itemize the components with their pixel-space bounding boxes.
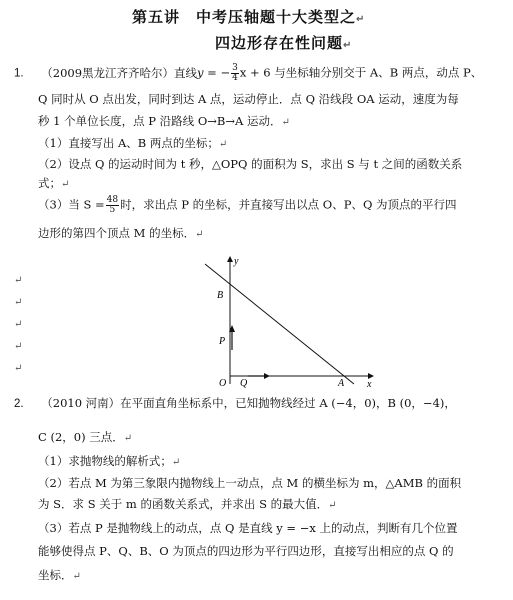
label-x: x [367,379,372,390]
q1-part-3-fraction [106,196,119,215]
q2-part-3b: 能够使得点 P、Q、B、O 为顶点的四边形为平行四边形，直接写出相应的点 Q 的 [38,544,454,558]
label-p: P [219,336,226,347]
q2-line-1-text: （2010 河南）在平面直角坐标系中，已知抛物线经过 A (−4，0)，B (0，−4)， [41,396,456,410]
q2-part-3c-text: 坐标． [38,568,73,582]
paragraph-mark: ↵ [14,341,23,352]
paragraph-mark: ↵ [72,571,81,582]
q1-equation-rest: x + 6 与坐标轴分别交于 A、B 两点，动点 P、 [239,65,483,80]
q2-part-2b [38,497,337,513]
q1-part-3 [38,196,457,215]
paragraph-mark: ↵ [14,363,23,374]
q2-part-3c [38,568,81,584]
q1-line-3 [38,114,290,130]
q2-number: 2. [14,398,24,410]
paragraph-mark: ↵ [343,40,353,51]
q1-line-3-text: 秒 1 个单位长度，点 P 沿路线 O→B→A 运动． [38,114,282,128]
label-y: y [234,256,239,267]
q2-part-1 [38,454,180,470]
q1-part-2a: （2）设点 Q 的运动时间为 t 秒，△OPQ 的面积为 S，求出 S 与 t 之间的函数关系 [38,157,463,171]
q2-part-2a: （2）若点 M 为第三象限内抛物线上一动点，点 M 的横坐标为 m，△AMB 的面积 [38,476,462,490]
paragraph-mark: ↵ [14,275,23,286]
paragraph-mark: ↵ [61,179,70,190]
q2-line-2-text: C (2，0) 三点． [38,430,124,444]
q1-part-3-denominator: 5 [109,205,116,215]
label-a: A [338,378,345,389]
label-o: O [219,378,227,389]
paragraph-mark: ↵ [195,229,204,240]
q1-part-3-pre: （3）当 S = [38,197,105,212]
paragraph-mark: ↵ [14,319,23,330]
title-line-2 [215,32,352,53]
q1-number: 1. [14,67,24,80]
q1-part-3-post: 时，求出点 P 的坐标，并直接写出以点 O、P、Q 为顶点的平行四 [120,197,457,212]
paragraph-mark: ↵ [218,139,228,150]
q1-fraction [231,64,239,83]
title-text-2: 四边形存在性问题 [215,34,344,52]
title-line-1 [132,6,365,27]
coordinate-figure [180,250,380,390]
q1-fraction-denominator: 4 [232,73,238,83]
paragraph-mark: ↵ [171,457,181,468]
q1-part-1-text: （1）直接写出 A、B 两点的坐标； [38,136,219,150]
paragraph-mark: ↵ [356,14,366,25]
q2-part-2b-text: 为 S．求 S 关于 m 的函数关系式，并求出 S 的最大值． [38,497,329,511]
label-b: B [217,290,224,301]
y-axis-arrow [227,256,233,262]
title-text-1: 第五讲 中考压轴题十大类型之 [132,8,357,26]
paragraph-mark: ↵ [123,433,133,444]
q1-line-1 [14,64,482,83]
q1-equation-y: y = − [197,65,231,80]
q1-part-1 [38,136,227,152]
q2-line-2 [38,430,132,446]
q1-part-3b [38,226,203,242]
paragraph-mark: ↵ [328,500,337,511]
q1-part-2b-text: 式； [38,176,61,190]
q-arrow-head [264,373,270,379]
q2-part-3a: （3）若点 P 是抛物线上的动点，点 Q 是直线 y = −x 上的动点，判断有几个位置 [38,521,458,535]
q2-part-1-text: （1）求抛物线的解析式； [38,454,172,468]
left-paragraph-marks [14,270,22,380]
paragraph-mark: ↵ [281,117,290,128]
q1-line-2: Q 同时从 O 点出发，同时到达 A 点，运动停止．点 Q 沿线段 OA 运动，速度为每 [38,92,459,106]
q1-fraction-numerator: 3 [232,63,238,73]
q1-source: （2009黑龙江齐齐哈尔）直线 [41,65,198,80]
q1-part-3b-text: 边形的第四个顶点 M 的坐标． [38,226,196,240]
label-q: Q [240,378,248,389]
q2-line-1 [14,396,456,411]
q1-part-2b [38,176,69,192]
line-ab [205,264,354,384]
q1-part-3-numerator: 48 [106,195,119,205]
paragraph-mark: ↵ [14,297,23,308]
